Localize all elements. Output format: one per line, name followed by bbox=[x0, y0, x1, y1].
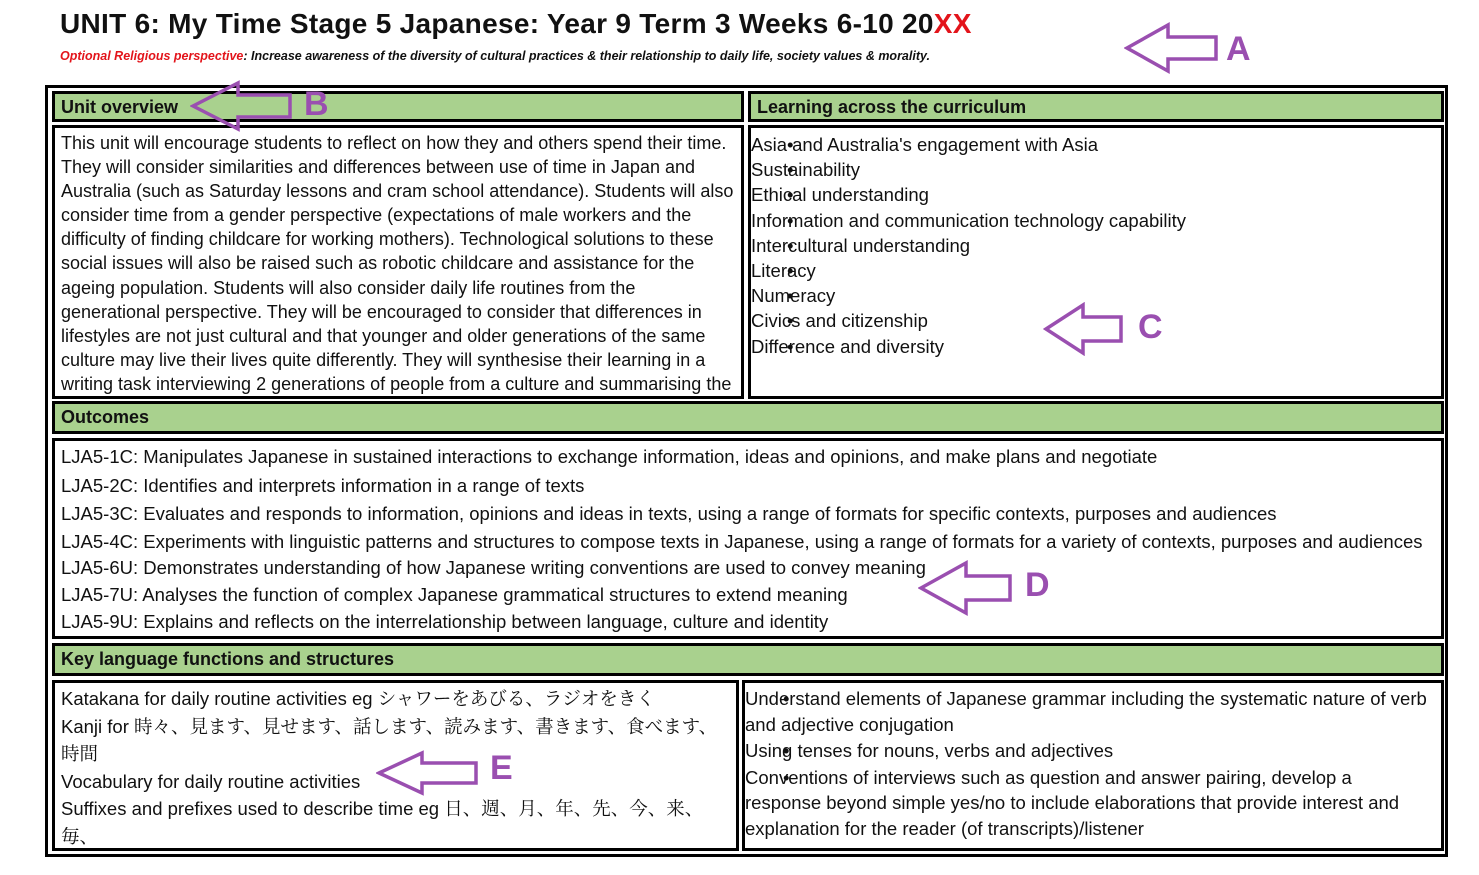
outcome-item: LJA5-7U: Analyses the function of complex Japanese grammatical structures to extend meaning bbox=[61, 583, 848, 605]
list-item: • Sustainability bbox=[751, 157, 1441, 182]
annotation-arrow-e-icon bbox=[376, 750, 480, 796]
annotation-label-d: D bbox=[1025, 566, 1050, 604]
outcome-item: LJA5-1C: Manipulates Japanese in sustained interactions to exchange information, ideas and opinions, and make plans and negotiate bbox=[61, 446, 1158, 467]
annotation-label-c: C bbox=[1138, 308, 1163, 346]
key-language-right bbox=[742, 680, 1444, 851]
outcome-item: LJA5-6U: Demonstrates understanding of how Japanese writing conventions are used to convey meaning bbox=[61, 556, 926, 578]
perspective-label: Optional Religious perspective bbox=[60, 49, 244, 63]
perspective-text: : Increase awareness of the diversity of cultural practices & their relationship to daily life, society values & morality. bbox=[243, 49, 930, 63]
page-title bbox=[60, 8, 972, 40]
key-language-line: Katakana for daily routine activities eg シャワーをあびる、ラジオをきく bbox=[61, 688, 655, 709]
unit-overview-heading: Unit overview bbox=[52, 91, 744, 122]
learning-across-body bbox=[748, 125, 1444, 399]
annotation-arrow-a-icon bbox=[1124, 22, 1220, 74]
outcomes-body bbox=[52, 438, 1444, 639]
list-item: • Using tenses for nouns, verbs and adjectives bbox=[745, 738, 1431, 764]
list-item: • Information and communication technology capability bbox=[751, 208, 1441, 233]
outcome-item: LJA5-4C: Experiments with linguistic patterns and structures to compose texts in Japanese, using a range of formats for a variety of contexts, purposes and audiences bbox=[61, 530, 1423, 552]
list-item: • Conventions of interviews such as question and answer pairing, develop a response beyond simple yes/no to include elaborations that provide interest and explanation for the reader (of transcripts)/listener bbox=[745, 765, 1431, 842]
title-text: UNIT 6: My Time Stage 5 Japanese: Year 9 Term 3 Weeks 6-10 20 bbox=[60, 8, 934, 39]
list-item: • Civics and citizenship bbox=[751, 308, 1441, 333]
key-language-line: Kanji for 時々、見ます、見せます、話します、読みます、書きます、食べます、時間 bbox=[61, 715, 718, 765]
annotation-arrow-d-icon bbox=[918, 560, 1014, 616]
title-year-placeholder: XX bbox=[933, 8, 972, 39]
annotation-label-a: A bbox=[1226, 30, 1251, 68]
list-item: • Asia and Australia's engagement with Asia bbox=[751, 132, 1441, 157]
list-item: • Ethical understanding bbox=[751, 182, 1441, 207]
list-item: • Literacy bbox=[751, 258, 1441, 283]
unit-overview-body bbox=[52, 125, 744, 399]
list-item: • Intercultural understanding bbox=[751, 233, 1441, 258]
list-item: • Numeracy bbox=[751, 283, 1441, 308]
list-item: • Understand elements of Japanese grammar including the systematic nature of verb and adjective conjugation bbox=[745, 686, 1431, 737]
outcomes-heading: Outcomes bbox=[52, 401, 1444, 434]
annotation-arrow-b-icon bbox=[190, 80, 294, 132]
annotation-arrow-c-icon bbox=[1043, 302, 1125, 356]
outcome-item: LJA5-2C: Identifies and interprets information in a range of texts bbox=[61, 474, 585, 496]
key-language-line: Suffixes and prefixes used to describe time eg 日、週、月、年、先、今、来、毎、 bbox=[61, 798, 704, 847]
list-item: • Difference and diversity bbox=[751, 334, 1441, 359]
perspective-line bbox=[60, 49, 930, 63]
learning-across-heading: Learning across the curriculum bbox=[748, 91, 1444, 122]
outcome-item: LJA5-9U: Explains and reflects on the interrelationship between language, culture and identity bbox=[61, 610, 829, 632]
outcome-item: LJA5-3C: Evaluates and responds to information, opinions and ideas in texts, using a range of formats for specific contexts, purposes and audiences bbox=[61, 503, 1277, 525]
key-language-line: Vocabulary for daily routine activities bbox=[61, 770, 361, 792]
annotation-label-e: E bbox=[490, 749, 513, 787]
unit-overview-text: This unit will encourage students to reflect on how they and others spend their time. They will consider similarities and differences between use of time in Japan and Australia (such as Saturday lessons and cram school attendance). Students will also consider time from a gender perspective (expectations of male workers and the difficulty of finding childcare for working mothers). Technological solutions to these social issues will also be raised such as robotic childcare and assistance for the ageing population. Students will also consider daily life routines from the generational perspective. They will be encouraged to consider that differences in lifestyles are not just cultural and that younger and older generations of the same culture may live their lives quite differently. They will synthesise their learning in a writing task interviewing 2 generations of people from a culture and summarising the bbox=[61, 133, 734, 394]
annotation-label-b: B bbox=[304, 85, 329, 123]
key-language-heading: Key language functions and structures bbox=[52, 643, 1444, 676]
key-language-list bbox=[745, 686, 1431, 841]
